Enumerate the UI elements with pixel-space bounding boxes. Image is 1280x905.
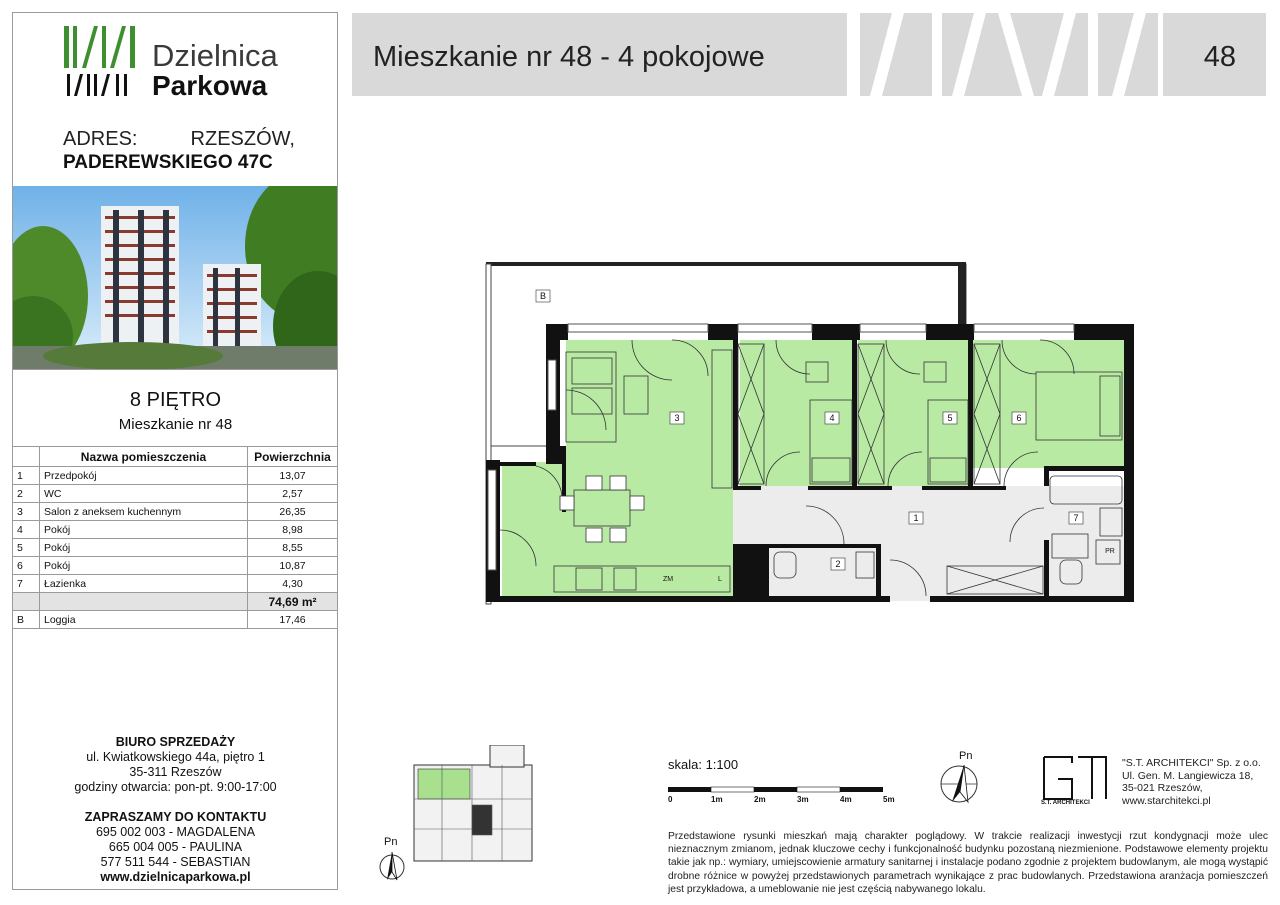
room-area: 17,46 (248, 611, 338, 629)
contact-phone[interactable]: 577 511 544 - SEBASTIAN (100, 855, 251, 869)
table-row (13, 485, 338, 503)
rooms-table (12, 446, 338, 629)
building-key-plan (406, 745, 546, 865)
decorative-stripes (852, 13, 1158, 96)
room-number: 6 (13, 557, 40, 575)
room-area: 8,55 (248, 539, 338, 557)
sales-title: BIURO SPRZEDAŻY (115, 735, 236, 749)
sales-address: ul. Kwiatkowskiego 44a, piętro 1 (86, 750, 265, 764)
room-area: 4,30 (248, 575, 338, 593)
building-photo (13, 186, 337, 369)
total-area: 74,69 m² (248, 593, 338, 611)
col-header-area: Powierzchnia (248, 447, 338, 467)
table-row (13, 611, 338, 629)
contact-title: ZAPRASZAMY DO KONTAKTU (84, 810, 267, 824)
room-label-bathroom: 7 (1073, 513, 1079, 523)
table-row (13, 575, 338, 593)
table-row (13, 503, 338, 521)
table-header-row (13, 447, 338, 467)
room-number: 7 (13, 575, 40, 593)
room-name: Salon z aneksem kuchennym (40, 503, 248, 521)
room-number: 1 (13, 467, 40, 485)
table-row (13, 521, 338, 539)
floor-label: 8 PIĘTRO (129, 389, 222, 411)
scale-label: skala: 1:100 (668, 757, 739, 772)
scale-tick: 2m (754, 795, 766, 804)
architect-city: 35-021 Rzeszów, (1122, 782, 1203, 794)
table-row (13, 539, 338, 557)
architect-logo-caption: S.T. ARCHITEKCI (1041, 800, 1090, 806)
scale-bar (668, 786, 898, 806)
room-name: Pokój (40, 521, 248, 539)
brand-logo-icon (64, 26, 140, 98)
architect-website[interactable]: www.starchitekci.pl (1122, 794, 1211, 807)
contact-phone[interactable]: 695 002 003 - MAGDALENA (95, 825, 256, 839)
room-name: Loggia (40, 611, 248, 629)
room-label-loggia: B (539, 291, 547, 301)
architect-logo-icon (1042, 755, 1108, 801)
title-bar (352, 13, 847, 96)
room-area: 10,87 (248, 557, 338, 575)
room-area: 8,98 (248, 521, 338, 539)
room-name: Przedpokój (40, 467, 248, 485)
fixture-label-washer: PR (1105, 548, 1115, 555)
room-label-salon: 3 (674, 413, 680, 423)
address-line1 (63, 128, 295, 151)
north-arrow-icon (938, 762, 980, 806)
room-label-wc: 2 (835, 559, 841, 569)
room-name: Pokój (40, 539, 248, 557)
col-header-number (13, 447, 40, 467)
scale-tick: 4m (840, 795, 852, 804)
contact-block (13, 810, 338, 885)
floor-plan (480, 258, 1140, 608)
scale-tick: 0 (668, 795, 673, 804)
sales-hours: godziny otwarcia: pon-pt. 9:00-17:00 (74, 780, 277, 794)
architect-info (1122, 757, 1261, 807)
sales-office (13, 735, 338, 795)
sales-postcode: 35-311 Rzeszów (129, 765, 222, 779)
room-name: WC (40, 485, 248, 503)
scale-tick: 3m (797, 795, 809, 804)
room-name: Pokój (40, 557, 248, 575)
address-label: ADRES: (63, 128, 138, 150)
room-number: 3 (13, 503, 40, 521)
room-label-6: 6 (1016, 413, 1022, 423)
brand-name-line1: Dzielnica (152, 38, 278, 73)
architect-name: "S.T. ARCHITEKCI" Sp. z o.o. (1122, 757, 1261, 769)
col-header-name: Nazwa pomieszczenia (40, 447, 248, 467)
room-label-hall: 1 (913, 513, 919, 523)
room-number: 4 (13, 521, 40, 539)
flat-number: 48 (1203, 41, 1236, 73)
brand-name-line2: Parkowa (152, 70, 268, 101)
divider (13, 369, 338, 370)
website-link[interactable]: www.dzielnicaparkowa.pl (100, 870, 251, 884)
north-label-keyplan: Pn (384, 836, 398, 848)
address-street: PADEREWSKIEGO 47C (63, 152, 273, 173)
room-area: 2,57 (248, 485, 338, 503)
fixture-label-fridge: ZM (662, 576, 674, 583)
room-number: B (13, 611, 40, 629)
number-bar (1163, 13, 1266, 96)
room-name: Łazienka (40, 575, 248, 593)
room-number: 5 (13, 539, 40, 557)
north-label: Pn (959, 750, 973, 762)
address-city: RZESZÓW, (190, 128, 295, 150)
scale-tick: 1m (711, 795, 723, 804)
fixture-label-dishwasher: L (718, 576, 722, 583)
table-row (13, 467, 338, 485)
room-label-4: 4 (829, 413, 835, 423)
room-area: 26,35 (248, 503, 338, 521)
contact-phone[interactable]: 665 004 005 - PAULINA (108, 840, 243, 854)
room-label-5: 5 (947, 413, 953, 423)
disclaimer-text: Przedstawione rysunki mieszkań mają charakter poglądowy. W trakcie realizacji inwestycji rzut kondygnacji może ulec nieznacznym zmianom, jednak kluczowe cechy i funkcjonalność budynku pozostaną niezmienione. Podstawowe elementy projektu takie jak np.: wymiary, umiejscowienie armatury sanitarnej i instalacje podano zgodnie z projektem budowlanym, ale mogą wystąpić drobne różnice w powyżej przedstawionych parametrach wynikające z prac budowlanych. Przedstawiona aranżacja pomieszczeń jest przykładowa, a umeblowanie nie jest częścią nabywanego lokalu. (668, 831, 1268, 895)
north-arrow-icon (378, 850, 406, 884)
architect-street: Ul. Gen. M. Langiewicza 18, (1122, 769, 1254, 782)
table-row (13, 557, 338, 575)
room-area: 13,07 (248, 467, 338, 485)
room-number: 2 (13, 485, 40, 503)
total-row (13, 593, 338, 611)
flat-label: Mieszkanie nr 48 (118, 416, 233, 433)
scale-tick: 5m (883, 795, 895, 804)
page-title: Mieszkanie nr 48 - 4 pokojowe (373, 41, 765, 73)
